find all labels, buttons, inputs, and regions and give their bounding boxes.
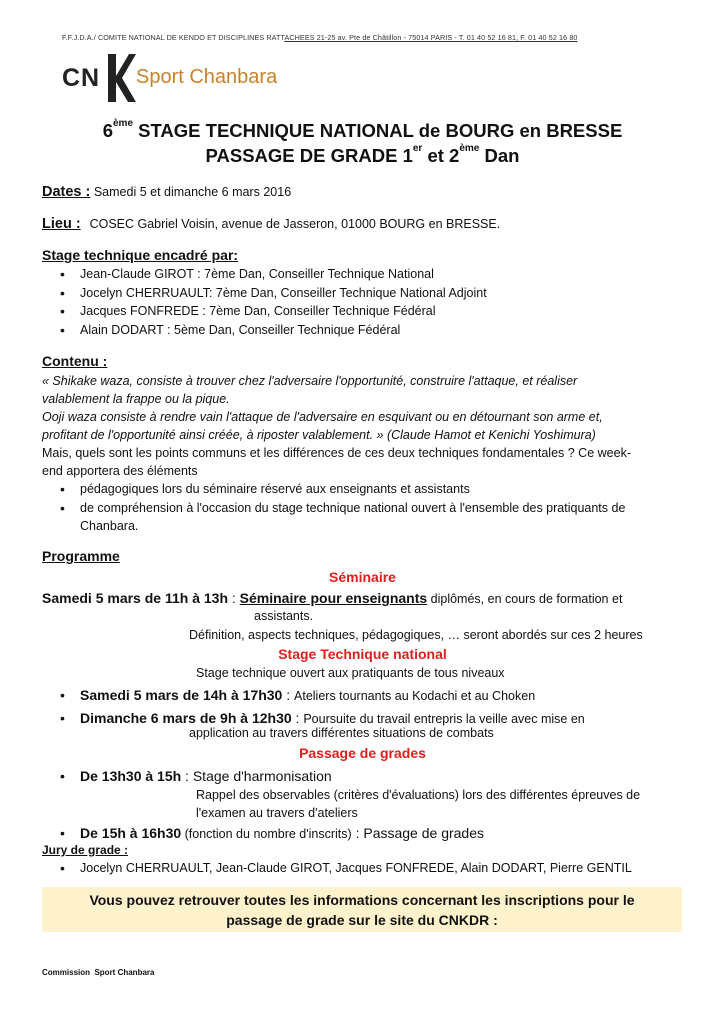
list-item: • de compréhension à l'occasion du stage technique national ouvert à l'ensemble des pratiquants de Chanbara. bbox=[42, 499, 682, 536]
header-address bbox=[62, 33, 662, 42]
dates-value: Samedi 5 et dimanche 6 mars 2016 bbox=[90, 185, 292, 199]
encadre-list bbox=[42, 265, 682, 339]
contenu-quote-line: valablement la frappe ou la pique. bbox=[42, 392, 230, 406]
logo-cn: CN bbox=[62, 64, 101, 92]
contenu-quote-line: profitant de l'opportunité ainsi créée, à riposter valablement. » (Claude Hamot et Kenichi Yoshimura) bbox=[42, 428, 596, 442]
list-item: • De 15h à 16h30 (fonction du nombre d'inscrits) : Passage de grades bbox=[42, 823, 692, 844]
header-address-b: ACHEES 21-25 av. Pte de Châtillon - 75014 PARIS - T. 01 40 52 16 81, F. 01 40 52 16 80 bbox=[284, 33, 578, 42]
contenu-text-line: Mais, quels sont les points communs et les différences de ces deux techniques fondamentales ? Ce week- bbox=[42, 446, 631, 460]
jury-list bbox=[42, 859, 692, 878]
programme-label: Programme bbox=[42, 548, 120, 564]
list-item: • Alain DODART : 5ème Dan, Conseiller Technique Fédéral bbox=[42, 321, 682, 340]
contenu-body bbox=[42, 372, 692, 480]
stage-cont: application au travers différentes situations de combats bbox=[189, 726, 494, 740]
contenu-quote-line: Ooji waza consiste à rendre vain l'attaque de l'adversaire en esquivant ou en détournant son arme et, bbox=[42, 410, 603, 424]
page-title-line1: 6ème STAGE TECHNIQUE NATIONAL de BOURG en BRESSE bbox=[102, 118, 623, 141]
dates-row bbox=[42, 183, 291, 201]
list-item: • Jocelyn CHERRUAULT, Jean-Claude GIROT, Jacques FONFREDE, Alain DODART, Pierre GENTIL bbox=[42, 859, 692, 878]
grades-list-1 bbox=[42, 766, 692, 787]
footer-text: Commission Sport Chanbara bbox=[42, 968, 155, 977]
notice-box bbox=[42, 887, 682, 932]
list-item: • Jean-Claude GIROT : 7ème Dan, Conseiller Technique National bbox=[42, 265, 682, 284]
stage-intro: Stage technique ouvert aux pratiquants de tous niveaux bbox=[196, 666, 505, 680]
contenu-label: Contenu : bbox=[42, 353, 108, 369]
lieu-label: Lieu : bbox=[42, 216, 81, 232]
seminaire-heading: Séminaire bbox=[329, 569, 396, 585]
list-item: • De 13h30 à 15h : Stage d'harmonisation bbox=[42, 766, 692, 787]
list-item: • Jacques FONFREDE : 7ème Dan, Conseiller Technique Fédéral bbox=[42, 302, 682, 321]
seminaire-when: Samedi 5 mars de 11h à 13h bbox=[42, 590, 228, 606]
header-address-a: F.F.J.D.A./ COMITE NATIONAL DE KENDO ET DISCIPLINES RATT bbox=[62, 33, 285, 42]
seminaire-who-cont: assistants. bbox=[254, 609, 314, 623]
page-title-line2: PASSAGE DE GRADE 1er et 2ème Dan bbox=[205, 143, 520, 166]
seminaire-what: Séminaire pour enseignants bbox=[239, 590, 428, 606]
list-item: • Samedi 5 mars de 14h à 17h30 : Ateliers tournants au Kodachi et au Choken bbox=[42, 685, 692, 706]
dates-label: Dates : bbox=[42, 184, 91, 200]
contenu-list bbox=[42, 480, 682, 536]
list-item: • pédagogiques lors du séminaire réservé aux enseignants et assistants bbox=[42, 480, 682, 499]
seminaire-row: Samedi 5 mars de 11h à 13h : Séminaire pour enseignants diplômés, en cours de formation et bbox=[42, 590, 623, 606]
list-item: • Dimanche 6 mars de 9h à 12h30 : Poursuite du travail entrepris la veille avec mise en bbox=[42, 708, 692, 729]
grades-list-2 bbox=[42, 823, 692, 844]
lieu-value: COSEC Gabriel Voisin, avenue de Jasseron, 01000 BOURG en BRESSE. bbox=[89, 217, 501, 231]
seminaire-note: Définition, aspects techniques, pédagogiques, … seront abordés sur ces 2 heures bbox=[189, 628, 643, 642]
jury-label: Jury de grade : bbox=[42, 843, 129, 857]
grades-detail: Rappel des observables (critères d'évaluations) lors des différentes épreuves de l'examen au travers d'ateliers bbox=[196, 788, 641, 820]
contenu-quote-line: « Shikake waza, consiste à trouver chez l'adversaire l'opportunité, construire l'attaque, et réaliser bbox=[42, 374, 578, 388]
notice-text: Vous pouvez retrouver toutes les informations concernant les inscriptions pour le passage de grade sur le site du CNKDR : bbox=[89, 892, 635, 928]
grades-heading: Passage de grades bbox=[299, 745, 426, 761]
stage-heading: Stage Technique national bbox=[278, 646, 447, 662]
list-item: • Jocelyn CHERRUAULT: 7ème Dan, Conseiller Technique National Adjoint bbox=[42, 284, 682, 303]
encadre-label: Stage technique encadré par: bbox=[42, 247, 239, 263]
logo-k-icon bbox=[102, 52, 138, 104]
logo-sport-chanbara: Sport Chanbara bbox=[136, 66, 278, 88]
contenu-text-line: end apportera des éléments bbox=[42, 464, 198, 478]
seminaire-who: diplômés, en cours de formation et bbox=[427, 592, 623, 606]
stage-list bbox=[42, 685, 692, 729]
lieu-row bbox=[42, 215, 500, 233]
